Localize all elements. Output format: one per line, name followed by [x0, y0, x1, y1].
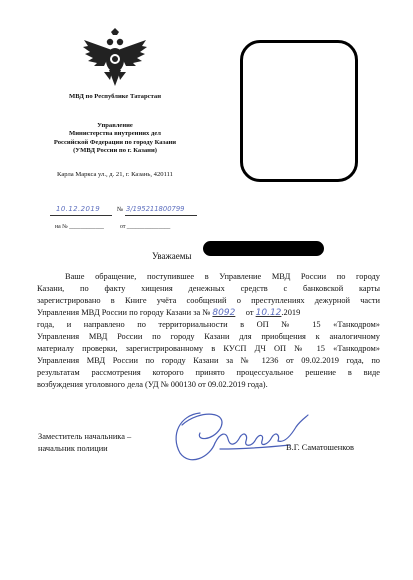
body-line-kusp: [37, 307, 380, 319]
body-text-fragment: .2019: [281, 308, 301, 317]
body-line: Управления МВД России по городу Казани для приобщения к аналогичному: [37, 332, 380, 341]
body-line: Ваше обращение, поступившее в Управление МВД России по городу: [65, 272, 380, 281]
body-line: Управления МВД России по городу Казани за № 1236 от 09.02.2019 года, по: [37, 356, 380, 365]
dept-line: (УМВД России по г. Казани): [73, 147, 157, 155]
letter-page: МВД по Республике Татарстан Управление Министерства внутренних дел Российской Федерации по городу Казани (УМВД России по г. Казани) Карла Маркса ул., д. 21, г. Казань, 420111 10.12.2019 № 3/195211800799 на № ____________ от _______________ Уважаемы Ваше обращение, поступившее в Управление МВД России по городу Казани, по факту хищения денежных средств с банковской карты зарегистрировано в Книге учёта сообщений о преступлениях дежурной части Управления МВД России по городу Казани за № 8092 от 10.12.2019 года, и направлено по территориальности в ОП № 15 «Танкодром» Управления МВД России по городу Казани для приобщения к аналогичному материалу проверки, зарегистрированному в КУСП ДЧ ОП № 15 «Танкодром» Управления МВД России по городу Казани за № 1236 от 09.02.2019 года, по результатам рассмотрения которого принято процессуальное решение в виде возбуждения уголовного дела (УД № 000130 от 09.02.2019 года). Заместитель начальника – начальник полиции В.Г. Саматошенков: [0, 0, 413, 580]
ref-label: на №: [55, 224, 68, 230]
body-line: результатам рассмотрения которого принято процессуальное решение в виде: [37, 368, 380, 377]
address: Карла Маркса ул., д. 21, г. Казань, 420111: [57, 171, 173, 178]
department-block: [20, 122, 210, 156]
body-line: материалу проверки, зарегистрированному в КУСП ДЧ ОП № 15 «Танкодром»: [37, 344, 380, 353]
number-underline: [125, 215, 197, 216]
body-line: зарегистрировано в Книге учёта сообщений о преступлениях дежурной части: [37, 296, 380, 305]
registration-line: [50, 206, 220, 216]
handwritten-kusp-date: 10.12: [255, 308, 282, 318]
registration-date: 10.12.2019: [56, 205, 101, 213]
org-name: МВД по Республике Татарстан: [68, 93, 161, 100]
body-line: года, и направлено по территориальности в ОП № 15 «Танкодром»: [37, 320, 380, 329]
body-line: Казани, по факту хищения денежных средств с банковской карты: [37, 284, 380, 293]
dept-line: Российской Федерации по городу Казани: [53, 138, 177, 146]
mvd-emblem-icon: [82, 28, 148, 90]
redacted-recipient-block: [240, 40, 358, 182]
letter-body: [37, 271, 380, 391]
handwritten-signature: [160, 405, 310, 467]
greeting: Уважаемы: [152, 251, 192, 261]
handwritten-kusp-number: 8092: [212, 308, 236, 318]
date-underline: [50, 215, 112, 216]
body-text-fragment: Управления МВД России по городу Казани за №: [37, 308, 211, 317]
signatory-title: [38, 431, 131, 455]
registration-number: 3/195211800799: [126, 205, 185, 213]
dept-line: Управление: [97, 122, 133, 129]
number-label: №: [117, 206, 124, 213]
body-line: возбуждения уголовного дела (УД № 000130 от 09.02.2019 года).: [37, 380, 268, 389]
redacted-recipient-name: [203, 241, 324, 256]
signatory-name: В.Г. Саматошенков: [286, 443, 354, 452]
signatory-title-line: начальник полиции: [38, 444, 108, 453]
ref-from-label: от: [120, 224, 126, 230]
dept-line: Министерства внутренних дел: [69, 130, 161, 138]
body-text-fragment: от: [245, 308, 254, 317]
signatory-title-line: Заместитель начальника –: [38, 432, 132, 441]
